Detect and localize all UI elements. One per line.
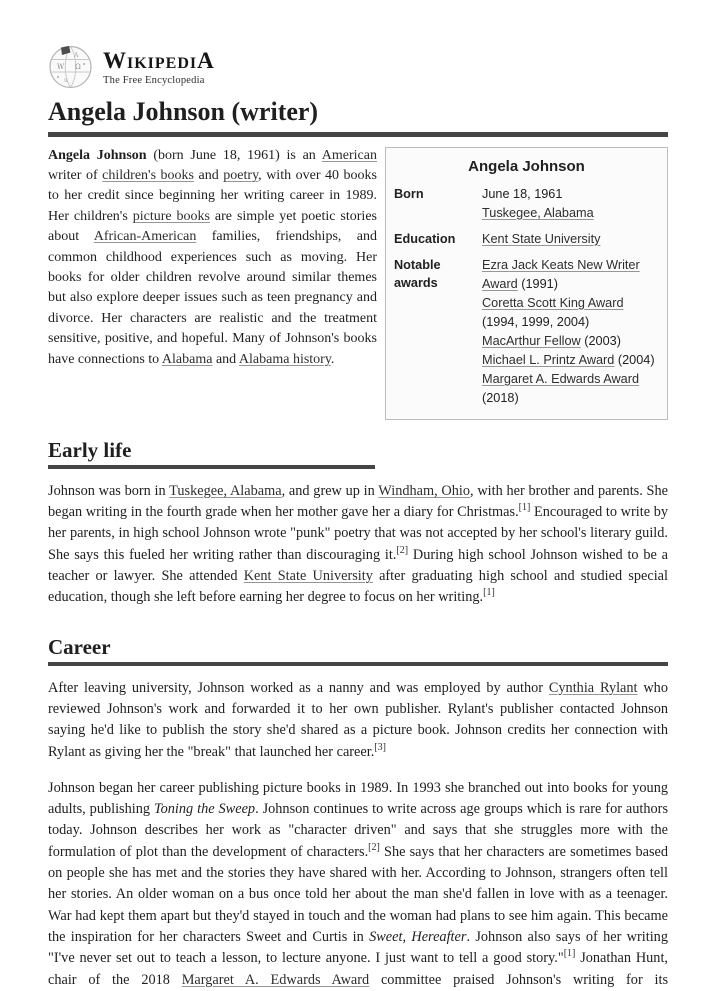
reference-marker — [368, 842, 380, 853]
infobox — [385, 147, 668, 420]
text: Johnson was born in — [48, 482, 170, 499]
lead-section — [48, 146, 668, 405]
text: , with her brother and parents. She began writing in the fourth grade when her mother gave her a diary for Christmas. — [48, 482, 668, 521]
wiki-link[interactable]: Kent State University — [482, 231, 601, 246]
wikipedia-tagline: The Free Encyclopedia — [103, 75, 205, 86]
infobox-line — [482, 332, 659, 351]
title-rule — [48, 132, 668, 137]
wiki-link[interactable]: poetry — [223, 168, 259, 183]
section-early-life — [48, 438, 668, 609]
text: (1991) — [517, 276, 558, 291]
text: (1994, 1999, 2004) — [482, 314, 590, 329]
infobox-line — [482, 370, 659, 408]
text: who reviewed Johnson's work and forwarded it to her own publisher. Rylant's publisher contacted Johnson saying he'd like to publish the story she'd shared as a picture book. Johnson credits her connection with Rylant as giving her the "break" that launched her career. — [48, 679, 668, 760]
reference-link[interactable]: [1] — [563, 948, 576, 960]
paragraph — [48, 778, 668, 991]
wikipedia-globe-logo[interactable] — [48, 44, 93, 89]
infobox-value — [482, 230, 659, 249]
infobox-line — [482, 185, 659, 204]
bold-text: Angela Johnson — [48, 147, 147, 163]
paragraph — [48, 481, 668, 609]
svg-text:A: A — [74, 52, 79, 59]
wiki-link[interactable]: Kent State University — [243, 567, 373, 584]
italic-text: Sweet, Hereafter — [369, 928, 467, 945]
infobox-label: Notable awards — [394, 257, 441, 290]
wikipedia-brand[interactable] — [103, 44, 215, 86]
reference-link[interactable]: [2] — [396, 544, 409, 556]
wiki-link[interactable]: MacArthur Fellow — [482, 333, 581, 348]
wiki-link[interactable]: Margaret A. Edwards Award — [181, 971, 370, 988]
reference-link[interactable]: [2] — [368, 841, 380, 853]
text: are simple yet poetic stories about — [48, 208, 377, 245]
text: June 18, 1961 — [482, 186, 563, 201]
text: She says that her characters are sometimes based on people she has met and the stories they have shared with her. According to Johnson, strangers often tell her stories. An older woman on a bus once told her about the man she'd fallen in love with as a teenager. War had kept them apart but they'd stayed in touch and the woman had plans to see him again. This became the inspiration for her characters Sweet and Curtis in — [48, 843, 668, 945]
paragraph — [48, 678, 668, 763]
wiki-link[interactable]: Ezra Jack Keats New Writer Award — [482, 257, 640, 291]
wiki-link[interactable]: children's books — [102, 168, 194, 183]
reference-link[interactable]: [3] — [374, 741, 386, 753]
infobox-title: Angela Johnson — [468, 157, 585, 175]
svg-text:W: W — [57, 63, 65, 71]
reference-marker — [519, 502, 531, 513]
text: committee praised Johnson's writing for its — [369, 971, 669, 988]
infobox-line — [482, 204, 659, 223]
page-title: Angela Johnson (writer) — [48, 97, 319, 126]
wiki-link[interactable]: Windham, Ohio — [378, 482, 471, 499]
infobox-line — [482, 351, 659, 370]
infobox-label: Education — [394, 231, 456, 246]
text: , with over 40 books to her credit since beginning her writing career in 1989. Her children's — [48, 168, 378, 224]
wikipedia-wordmark: WikipediA — [103, 48, 215, 73]
reference-marker — [374, 742, 386, 753]
text: . Johnson also says of her writing "I've never set out to teach a lesson, to lecture anyone. I just want to tell a good story." — [48, 928, 668, 967]
infobox-value — [482, 256, 659, 408]
heading-rule — [48, 662, 668, 666]
wiki-link[interactable]: Tuskegee, Alabama — [169, 482, 282, 499]
section-career — [48, 635, 668, 991]
wiki-link[interactable]: Coretta Scott King Award — [482, 295, 624, 310]
text: (2003) — [580, 333, 621, 348]
section-heading-early-life: Early life — [48, 437, 132, 462]
wiki-link[interactable]: Tuskegee, Alabama — [482, 205, 594, 220]
text: after graduating high school and studied special education, though she left before earning her degree to focus on her writing. — [48, 567, 668, 606]
text: (2004) — [614, 352, 655, 367]
infobox-row-education — [394, 230, 659, 249]
infobox-row-notable-awards — [394, 256, 659, 408]
text: Johnson began her career publishing picture books in 1989. In 1993 she branched out into books for young adults, publishing — [48, 779, 668, 818]
infobox-line — [482, 294, 659, 332]
section-heading-career: Career — [48, 634, 111, 659]
infobox-line — [482, 230, 659, 249]
infobox-row-born — [394, 185, 659, 223]
infobox-line — [482, 256, 659, 294]
svg-text:u: u — [64, 77, 68, 84]
reference-link[interactable]: [1] — [518, 502, 531, 514]
text: and — [194, 168, 224, 183]
infobox-label: Born — [394, 186, 424, 201]
site-header — [48, 44, 668, 89]
wiki-link[interactable]: Cynthia Rylant — [548, 679, 638, 696]
text: and — [212, 351, 239, 367]
wiki-link[interactable]: Michael L. Printz Award — [482, 352, 615, 367]
text: Jonathan Hunt, chair of the 2018 — [48, 950, 668, 988]
italic-text: Toning the Sweep — [153, 801, 256, 818]
reference-link[interactable]: [1] — [483, 587, 495, 599]
svg-text:Ω: Ω — [75, 63, 81, 71]
wiki-link[interactable]: picture books — [132, 208, 210, 224]
text: . Johnson continues to write across age groups which is rare for authors today. Johnson describes her work as "character driven" and says that she struggles more with the formulation of plot than the development of characters. — [48, 801, 669, 860]
wiki-link[interactable]: Alabama history — [238, 351, 331, 367]
text: , and grew up in — [281, 482, 379, 499]
text: (2018) — [482, 390, 519, 405]
wiki-link[interactable]: African-American — [93, 229, 197, 245]
text: Encouraged to write by her parents, in high school Johnson wrote "punk" poetry that was not accepted by her school's literary guild. She says this fueled her writing rather than discouraging it. — [48, 504, 668, 563]
text: (born June 18, 1961) is an — [146, 147, 322, 163]
wiki-link[interactable]: American — [321, 147, 377, 163]
reference-marker — [483, 587, 495, 598]
heading-rule — [48, 465, 375, 469]
text: After leaving university, Johnson worked as a nanny and was employed by author — [48, 679, 549, 696]
reference-marker — [396, 545, 408, 556]
wiki-link[interactable]: Margaret A. Edwards Award — [482, 371, 640, 386]
text: . — [330, 351, 335, 367]
text: families, friendships, and common childhood experiences such as moving. Her books for older children revolve around similar themes but also explore deeper issues such as teen pregnancy and divorce. Her characters are realistic and the treatment sensitive, positive, and hopeful. Many of Johnson's books have connections to — [48, 229, 377, 367]
infobox-value — [482, 185, 659, 223]
reference-marker — [564, 948, 576, 959]
wiki-link[interactable]: Alabama — [161, 351, 213, 367]
text: During high school Johnson wished to be a teacher or lawyer. She attended — [48, 546, 668, 584]
text: writer of — [48, 168, 103, 183]
